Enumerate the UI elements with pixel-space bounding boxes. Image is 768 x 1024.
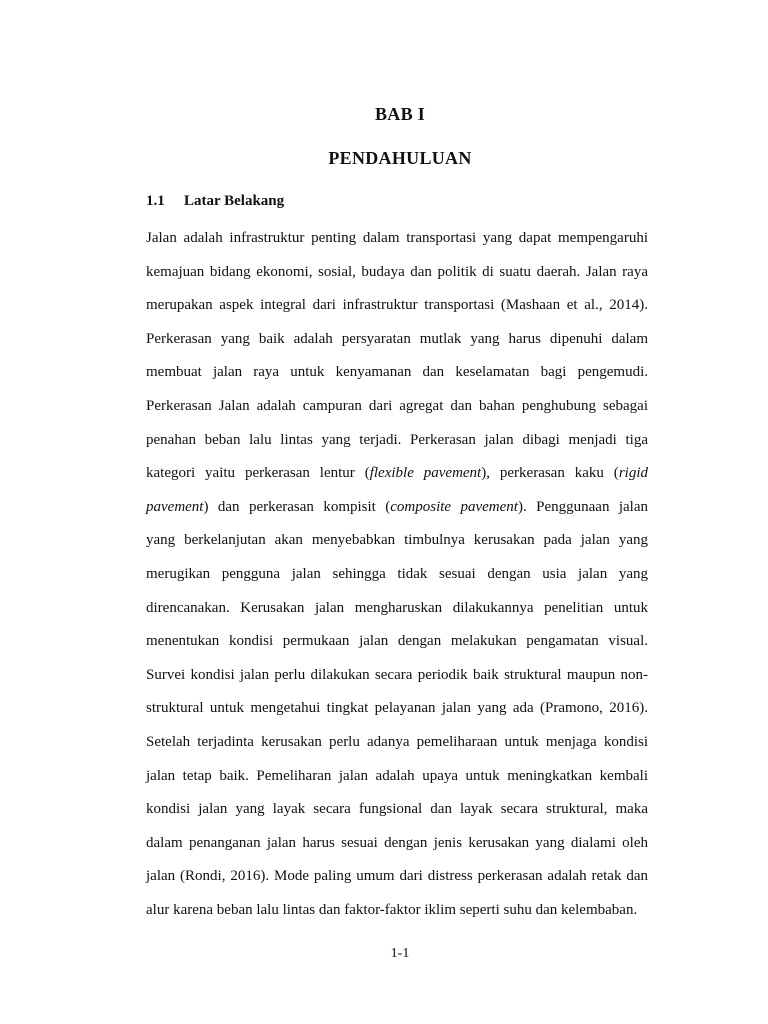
text-line [146,659,648,693]
text-line [146,323,648,357]
text-run: struktural untuk mengetahui tingkat pelayanan jalan yang ada (Pramono, 2016). [146,700,648,717]
text-run: ). Penggunaan jalan [517,498,649,515]
italic-term: flexible pavement [369,465,482,482]
section-heading [146,193,284,210]
text-line [146,692,648,726]
section-title: Latar Belakang [184,193,285,209]
text-line [146,222,648,256]
text-line [146,860,648,894]
text-run: ) dan perkerasan kompisit ( [203,498,391,515]
text-run: membuat jalan raya untuk kenyamanan dan keselamatan bagi pengemudi. [146,364,648,381]
text-run: direncanakan. Kerusakan jalan mengharuskan dilakukannya penelitian untuk [146,599,648,616]
text-line [146,491,648,525]
text-run: kondisi jalan yang layak secara fungsional dan layak secara struktural, maka [146,801,648,818]
text-line [146,524,648,558]
text-line [146,827,648,861]
text-line [146,894,648,928]
text-line [146,289,648,323]
text-line [146,256,648,290]
text-line [146,726,648,760]
text-line [146,760,648,794]
text-line [146,625,648,659]
text-run: alur karena beban lalu lintas dan faktor-faktor iklim seperti suhu dan kelembaban. [146,901,638,918]
text-run: merugikan pengguna jalan sehingga tidak sesuai dengan usia jalan yang [146,565,648,582]
italic-term: rigid [618,465,648,482]
text-run: penahan beban lalu lintas yang terjadi. Perkerasan jalan dibagi menjadi tiga [146,431,648,448]
text-run: kemajuan bidang ekonomi, sosial, budaya dan politik di suatu daerah. Jalan raya [146,263,648,280]
text-run: yang berkelanjutan akan menyebabkan timbulnya kerusakan pada jalan yang [146,532,648,549]
italic-term: composite pavement [390,498,518,515]
chapter-number: BAB I [374,104,425,124]
chapter-title: PENDAHULUAN [328,148,472,168]
text-line [146,793,648,827]
text-run: Jalan adalah infrastruktur penting dalam transportasi yang dapat mempengaruhi [146,230,648,246]
text-line [146,592,648,626]
text-run: jalan (Rondi, 2016). Mode paling umum dari distress perkerasan adalah retak dan [146,868,648,885]
text-run: Perkerasan yang baik adalah persyaratan mutlak yang harus dipenuhi dalam [146,330,648,347]
text-run: ), perkerasan kaku ( [481,465,619,482]
text-run: Survei kondisi jalan perlu dilakukan secara periodik baik struktural maupun non- [146,666,648,683]
text-run: Setelah terjadinta kerusakan perlu adanya pemeliharaan untuk menjaga kondisi [146,733,648,750]
text-line [146,457,648,491]
text-line [146,356,648,390]
text-line [146,424,648,458]
section-number: 1.1 [146,193,165,209]
text-run: menentukan kondisi permukaan jalan dengan melakukan pengamatan visual. [146,633,648,650]
text-run: jalan tetap baik. Pemeliharan jalan adalah upaya untuk meningkatkan kembali [146,767,648,784]
page-number: 1-1 [390,946,410,961]
text-line [146,558,648,592]
body-paragraph [146,222,648,927]
text-run: kategori yaitu perkerasan lentur ( [146,465,370,482]
text-run: merupakan aspek integral dari infrastruktur transportasi (Mashaan et al., 2014). [146,297,648,314]
text-line [146,390,648,424]
text-run: dalam penanganan jalan harus sesuai dengan jenis kerusakan yang dialami oleh [146,834,648,851]
italic-term: pavement [146,498,204,515]
text-run: Perkerasan Jalan adalah campuran dari agregat dan bahan penghubung sebagai [146,397,648,414]
